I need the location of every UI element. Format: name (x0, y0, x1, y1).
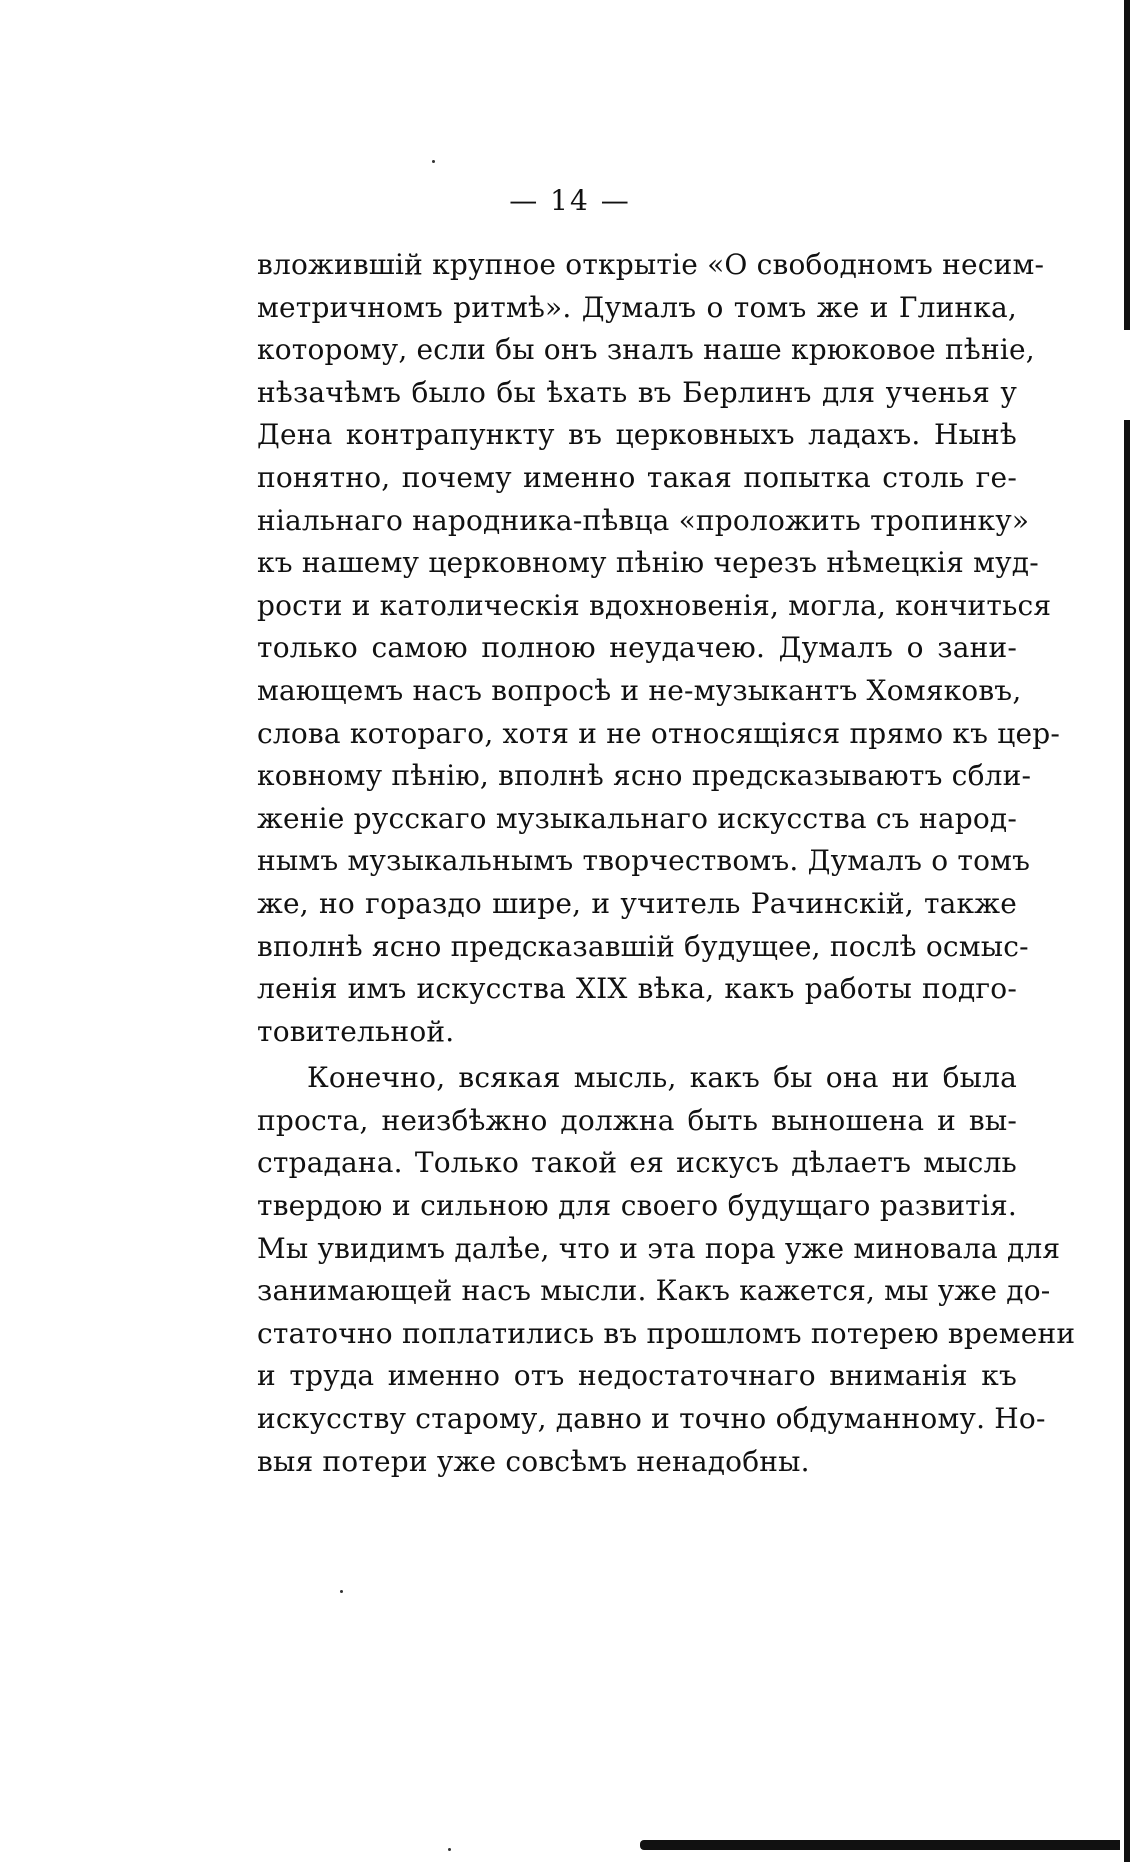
text-line: твердою и сильною для своего будущаго развитія. (257, 1189, 1017, 1223)
text-line: искусству старому, давно и точно обдуманному. Но- (257, 1402, 1046, 1436)
text-line: же, но гораздо шире, и учитель Рачинскій, также (257, 886, 1017, 920)
text-line: рости и католическія вдохновенія, могла, кончиться (257, 588, 1052, 622)
text-line: Конечно, всякая мысль, какъ бы она ни была (307, 1061, 1017, 1095)
text-line: женіе русскаго музыкальнаго искусства съ народ- (257, 801, 1017, 835)
page-number: — 14 — (509, 184, 631, 217)
text-line: ніальнаго народника-пѣвца «проложить тропинку» (257, 503, 1030, 537)
text-line: ленія имъ искусства XIX вѣка, какъ работы подго- (257, 972, 1017, 1006)
text-line: къ нашему церковному пѣнію черезъ нѣмецкія муд- (257, 546, 1039, 580)
text-line: которому, если бы онъ зналъ наше крюковое пѣніе, (257, 333, 1035, 367)
scan-speck (448, 1848, 451, 1851)
text-line: ковному пѣнію, вполнѣ ясно предсказываютъ сбли- (257, 759, 1032, 793)
scan-edge-bottom (640, 1840, 1120, 1850)
text-line: мающемъ насъ вопросѣ и не-музыкантъ Хомяковъ, (257, 673, 1022, 707)
text-line: понятно, почему именно такая попытка столь ге- (257, 460, 1017, 494)
text-line: только самою полною неудачею. Думалъ о зани- (257, 631, 1017, 665)
scan-speck (340, 1590, 343, 1593)
text-line: и труда именно отъ недостаточнаго вниманія къ (257, 1359, 1017, 1393)
text-line: занимающей насъ мысли. Какъ кажется, мы уже до- (257, 1274, 1051, 1308)
text-line: статочно поплатились въ прошломъ потерею времени (257, 1316, 1076, 1350)
text-line: вложившій крупное открытіе «О свободномъ несим- (257, 248, 1045, 281)
scan-edge-right (1124, 0, 1130, 1862)
text-line: метричномъ ритмѣ». Думалъ о томъ же и Глинка, (257, 290, 1017, 324)
text-line: нѣзачѣмъ было бы ѣхать въ Берлинъ для ученья у (257, 375, 1017, 409)
text-line: страдана. Только такой ея искусъ дѣлаетъ мысль (257, 1146, 1017, 1180)
text-line: нымъ музыкальнымъ творчествомъ. Думалъ о томъ (257, 844, 1031, 878)
paragraph-1 (257, 244, 1061, 1053)
text-line: Дена контрапункту въ церковныхъ ладахъ. Нынѣ (257, 418, 1017, 452)
text-line: Мы увидимъ далѣе, что и эта пора уже миновала для (257, 1231, 1061, 1265)
body-text (257, 244, 1076, 1483)
text-line: слова котораго, хотя и не относящіяся прямо къ цер- (257, 716, 1061, 750)
scan-speck (432, 160, 435, 163)
text-line: проста, неизбѣжно должна быть выношена и вы- (257, 1103, 1017, 1137)
text-line: товительной. (257, 1014, 455, 1048)
scan-edge-gap (1124, 330, 1130, 420)
paragraph-2 (257, 1057, 1076, 1483)
text-line: вполнѣ ясно предсказавшій будущее, послѣ осмыс- (257, 929, 1029, 963)
text-line: выя потери уже совсѣмъ ненадобны. (257, 1444, 810, 1478)
